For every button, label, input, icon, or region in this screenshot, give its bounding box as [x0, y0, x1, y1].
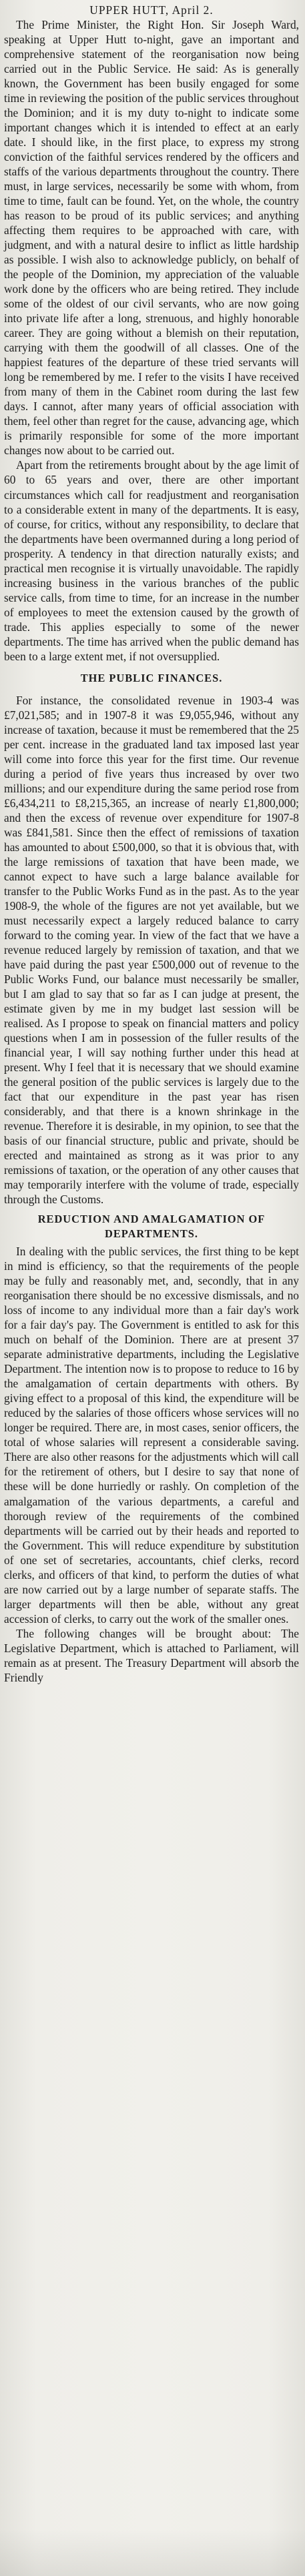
section-heading: THE PUBLIC FINANCES. — [80, 671, 223, 684]
page-edge-shadow — [0, 2529, 305, 2576]
paragraph: For instance, the consolidated revenue in 1903-4 was £7,021,585; and in 1907-8 it was £9,055,946, without any increase of taxation, because it must be remembered that the 25 per cent. increase in the graduated land tax imposed last year will come into force this year for the first time. Our revenue during a period of five years thus increased by over two millions; and our expenditure during the same period rose from £6,434,211 to £8,215,365, an increase of nearly £1,800,000; and then the excess of revenue over expenditure for 1907-8 was £841,581. Since then the effect of remissions of taxation has amounted to about £500,000, so that it is obvious that, with the large remissions of taxation that have been made, we cannot expect to have such a large balance available for transfer to the Public Works Fund as in the past. As to the year 1908-9, the whole of the figures are not yet available, but we must necessarily expect a largely reduced balance to carry forward to the coming year. In view of the fact that we have a revenue reduced largely by remission of taxation, and that we have paid during the past year £500,000 out of revenue to the Public Works Fund, our balance must necessarily be smaller, but I am glad to say that so far as I can judge at present, the estimate given by me in my budget last session will be realised. As I propose to speak on financial matters and policy questions when I am in possession of the fuller results of the financial year, I will say nothing further under this head at present. Why I feel that it is necessary that we should examine the general position of the public services is largely due to the fact that our expenditure in the past year has risen considerably, and that there is a known shrinkage in the revenue. Therefore it is desirable, in my opinion, to see that the basis of our financial structure, public and private, should be erected and maintained as strong as it was prior to any remissions of taxation, or the operation of any other causes that may temporarily interfere with the volume of trade, especially through the Customs. — [4, 693, 299, 1207]
paragraph: The following changes will be brought about: The Legislative Department, which is attached to Parliament, will remain as at present. The Treasury Department will absorb the Friendly — [4, 1626, 299, 1684]
section-public-finances — [4, 664, 299, 1207]
dateline: UPPER HUTT, April 2. — [89, 3, 214, 17]
section-intro — [4, 17, 299, 664]
section-heading: REDUCTION AND AMALGAMATION OF DEPARTMENTS. — [37, 1213, 266, 1241]
section-reduction-amalgamation — [4, 1212, 299, 1684]
paragraph: Apart from the retirements brought about by the age limit of 60 to 65 years and over, there are other important circumstances which call for readjustment and reorganisation to a considerable extent in many of the departments. It is easy, of course, for critics, without any responsibility, to declare that the departments have been overmanned during a long period of prosperity. A tendency in that direction naturally exists; and practical men recognise it is virtually unavoidable. The rapidly increasing business in the various branches of the public service calls, from time to time, for an increase in the number of employees to meet the extension caused by the growth of trade. This applies especially to some of the newer departments. The time has arrived when the public demand has been to a large extent met, if not oversupplied. — [4, 458, 299, 663]
news-article — [4, 3, 299, 1685]
paragraph: In dealing with the public services, the first thing to be kept in mind is efficiency, so that the requirements of the people may be fully and reasonably met, and, secondly, that in any reorganisation there should be no excessive dismissals, and no loss of income to any individual more than a fair day's work for a fair day's pay. The Government is entitled to ask for this much on behalf of the Dominion. There are at present 37 separate administrative departments, including the Legislative Department. The intention now is to propose to reduce to 16 by the amalgamation of certain departments with others. By giving effect to a proposal of this kind, the expenditure will be reduced by the salaries of those officers whose services will no longer be required. There are, in most cases, senior officers, the total of whose salaries will represent a considerable saving. There are also other reasons for the adjustments which will call for the retirement of others, but I desire to say that none of these will be done hurriedly or rashly. On completion of the amalgamation of the various departments, a careful and thorough review of the requirements of the combined departments will be carried out by their heads and reported to the Government. This will reduce expenditure by substitution of one set of secretaries, accountants, chief clerks, record clerks, and officers of that kind, to perform the duties of what are now carried out by a large number of separate staffs. The larger departments will then be able, without any great accession of clerks, to carry out the work of the smaller ones. — [4, 1245, 299, 1626]
paragraph: The Prime Minister, the Right Hon. Sir Joseph Ward, speaking at Upper Hutt to-night, gave an important and comprehensive statement of the reorganisation now being carried out in the Public Service. He said: As is generally known, the Government has been busily engaged for some time in reviewing the position of the public services throughout the Dominion; and it is my duty to-night to indicate some important changes which it is intended to effect at an early date. I should like, in the first place, to express my strong conviction of the faithful services rendered by the officers and staffs of the various departments throughout the country. There must, in large services, necessarily be some with whom, from time to time, fault can be found. Yet, on the whole, the country has reason to be proud of its public services; and anything affecting them requires to be approached with care, with judgment, and with a natural desire to inflict as little hardship as possible. I wish also to acknowledge publicly, on behalf of the people of the Dominion, my appreciation of the valuable work done by the officers who are being retired. They include some of the oldest of our civil servants, who are now going into private life after a long, strenuous, and highly honorable career. They are going without a blemish on their reputation, carrying with them the goodwill of all classes. One of the happiest features of the departure of these tried servants will long be remembered by me. I refer to the visits I have received from many of them in the Cabinet room during the last few days. I cannot, after many years of official association with them, feel other than regret for the cause, advancing age, which is primarily responsible for some of the more important changes now about to be carried out. — [4, 18, 299, 458]
